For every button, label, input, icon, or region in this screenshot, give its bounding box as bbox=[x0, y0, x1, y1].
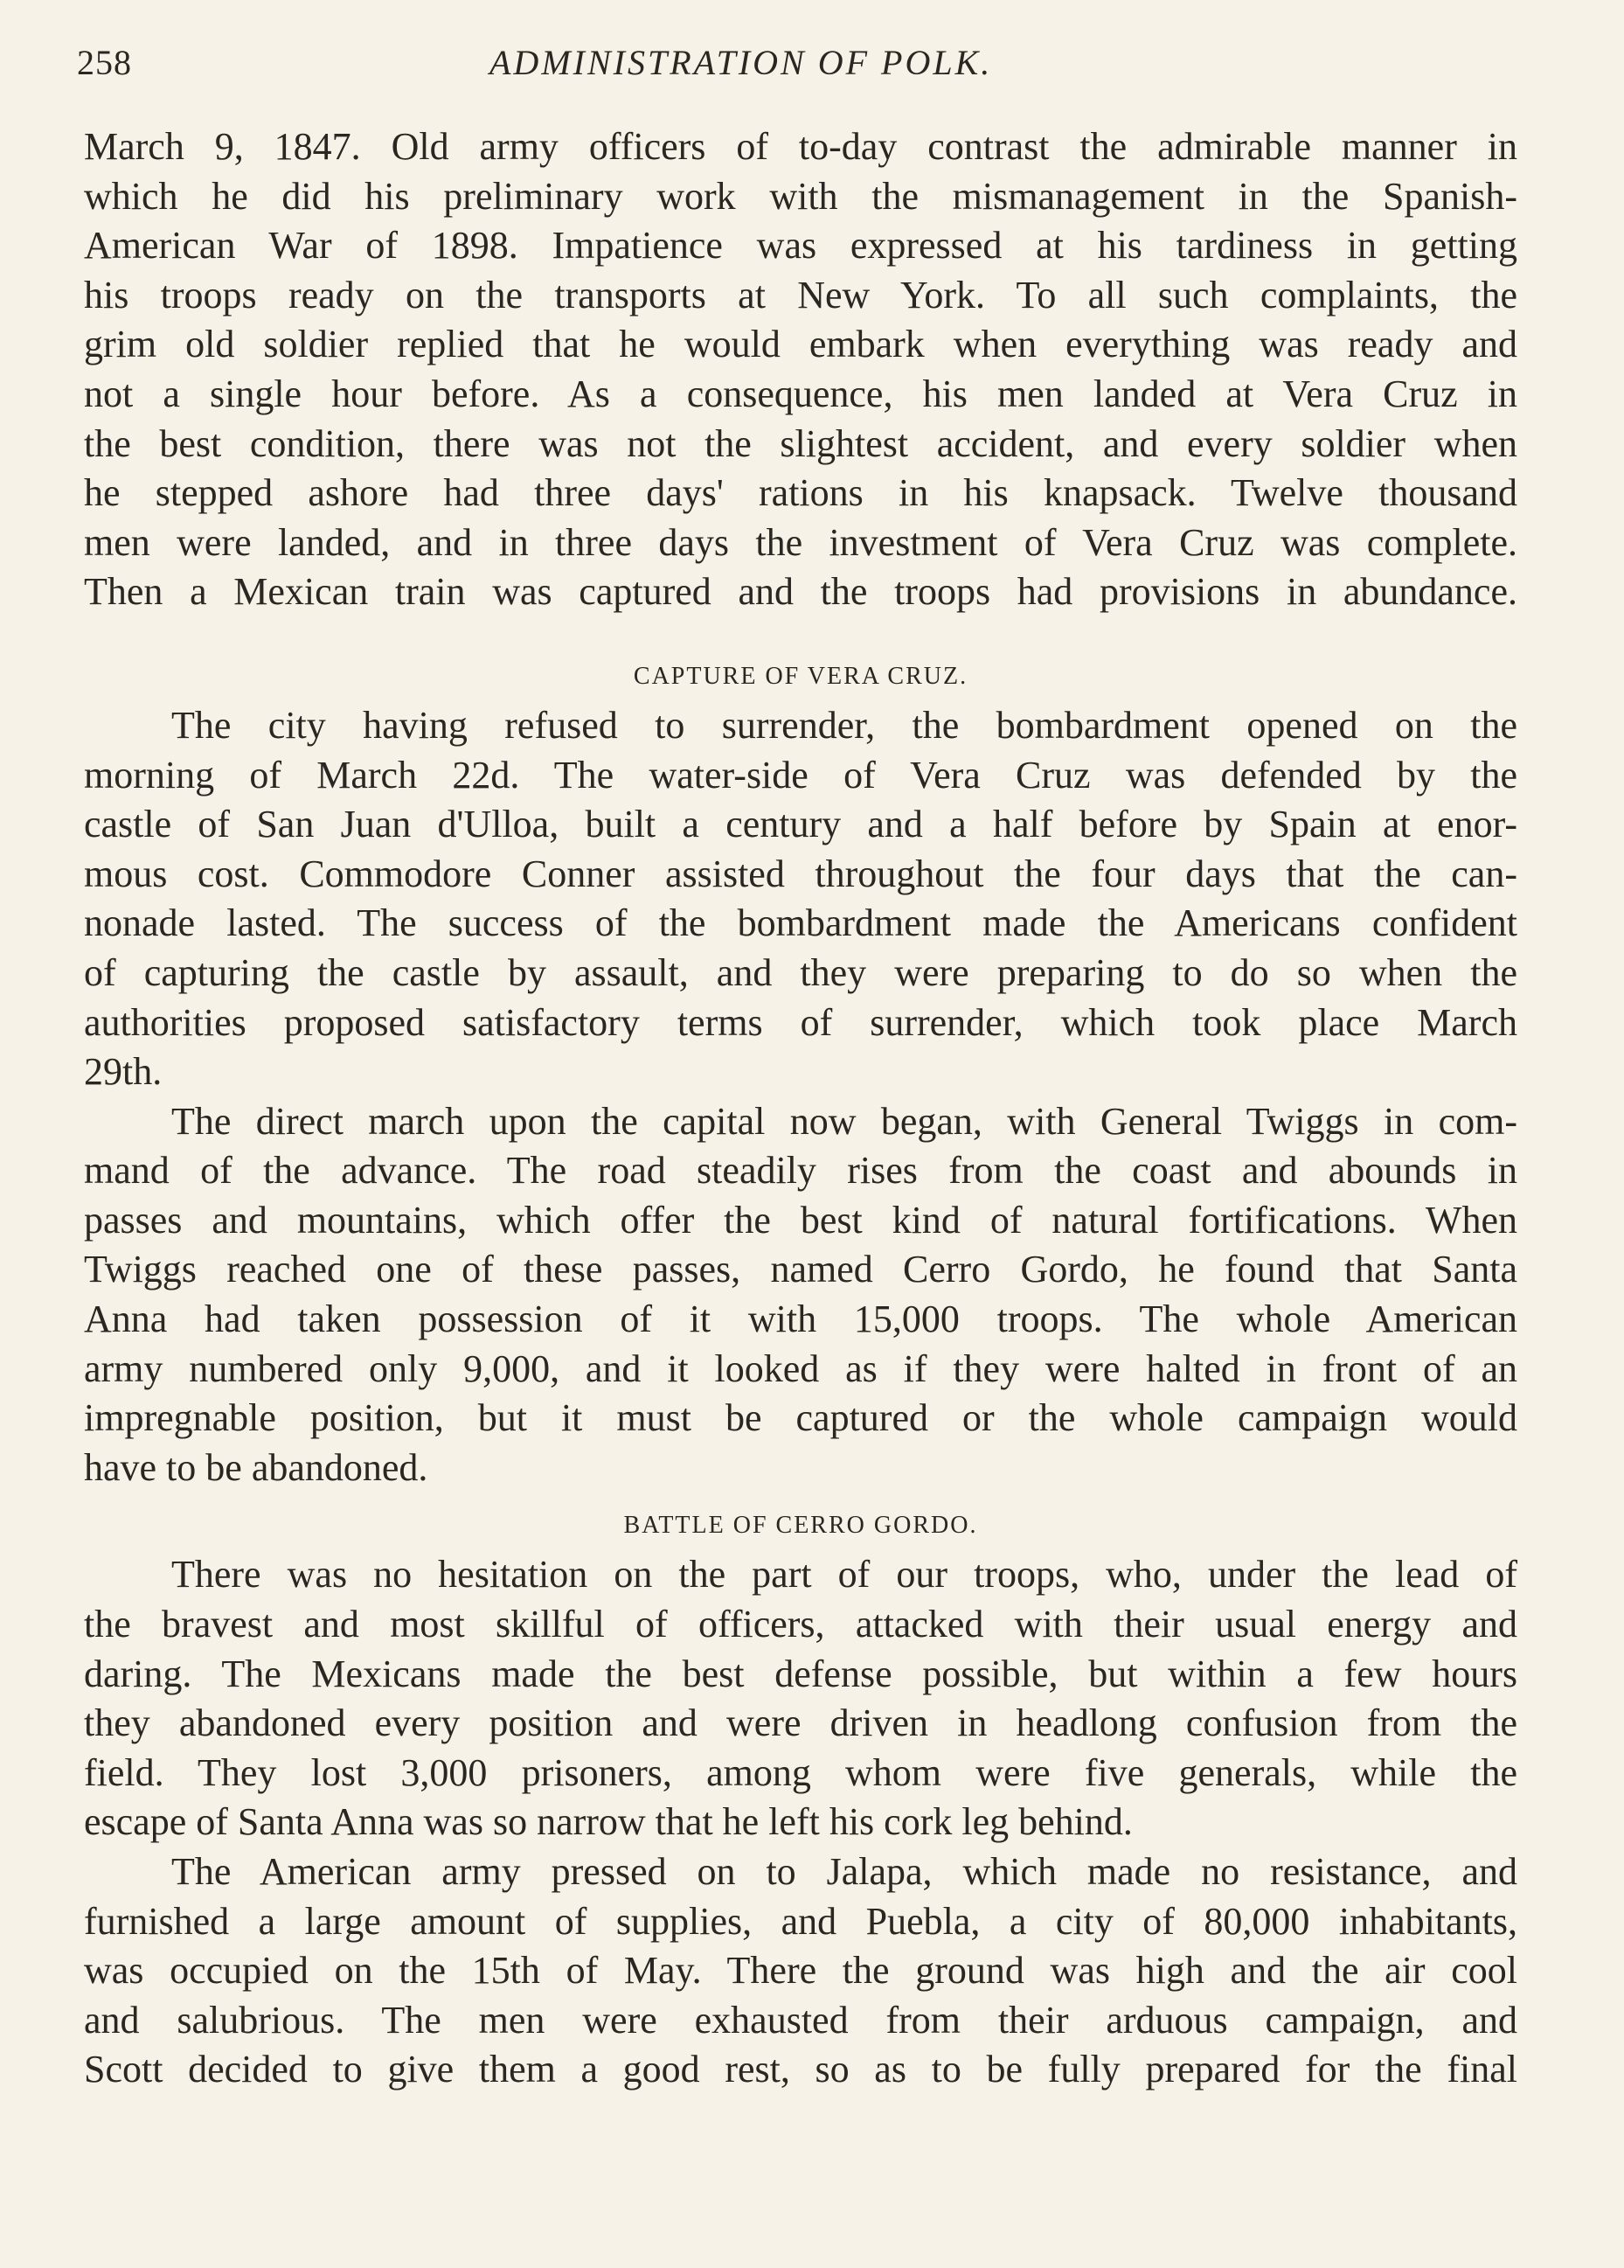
text-line: not a single hour before. As a consequence, his men landed at Vera Cruz in bbox=[84, 372, 1517, 415]
text-line: impregnable position, but it must be captured or the whole campaign would bbox=[84, 1396, 1517, 1440]
text-line: his troops ready on the transports at New York. To all such complaints, the bbox=[84, 273, 1517, 317]
text-line: The city having refused to surrender, the bombardment opened on the bbox=[171, 703, 1517, 747]
text-line: men were landed, and in three days the investment of Vera Cruz was complete. bbox=[84, 520, 1517, 564]
paragraph bbox=[84, 1550, 1517, 1847]
paragraph bbox=[84, 701, 1517, 1097]
text-line: Scott decided to give them a good rest, so as to be fully prepared for the final bbox=[84, 2048, 1517, 2091]
text-line: and salubrious. The men were exhausted from their arduous campaign, and bbox=[84, 1998, 1517, 2042]
text-line: mous cost. Commodore Conner assisted throughout the four days that the can- bbox=[84, 852, 1517, 895]
text-line: of capturing the castle by assault, and they were preparing to do so when the bbox=[84, 950, 1517, 994]
section-heading-battle-of-cerro-gordo: BATTLE OF CERRO GORDO. bbox=[623, 1512, 978, 1540]
text-line: escape of Santa Anna was so narrow that he left his cork leg behind. bbox=[84, 1800, 1133, 1844]
body-text bbox=[84, 122, 1517, 2095]
text-line: The American army pressed on to Jalapa, which made no resistance, and bbox=[171, 1850, 1517, 1893]
text-line: passes and mountains, which offer the best kind of natural fortifications. When bbox=[84, 1198, 1517, 1242]
page-number: 258 bbox=[77, 43, 132, 82]
text-line: which he did his preliminary work with the mismanagement in the Spanish- bbox=[84, 174, 1517, 218]
intro-paragraph bbox=[84, 122, 1517, 617]
paragraph bbox=[84, 1847, 1517, 2095]
paragraph bbox=[84, 1097, 1517, 1493]
running-head bbox=[0, 42, 1624, 94]
text-line: morning of March 22d. The water-side of Vera Cruz was defended by the bbox=[84, 753, 1517, 797]
text-line: furnished a large amount of supplies, and Puebla, a city of 80,000 inhabitants, bbox=[84, 1899, 1517, 1943]
running-title: ADMINISTRATION OF POLK. bbox=[489, 43, 993, 82]
text-line: American War of 1898. Impatience was expressed at his tardiness in getting bbox=[84, 224, 1517, 268]
text-line: Twiggs reached one of these passes, named Cerro Gordo, he found that Santa bbox=[84, 1248, 1517, 1291]
text-line: army numbered only 9,000, and it looked as if they were halted in front of an bbox=[84, 1346, 1517, 1390]
section-heading-capture-of-vera-cruz: CAPTURE OF VERA CRUZ. bbox=[633, 662, 968, 690]
text-line: they abandoned every position and were driven in headlong confusion from the bbox=[84, 1701, 1517, 1745]
text-line: the bravest and most skillful of officers, attacked with their usual energy and bbox=[84, 1603, 1517, 1646]
text-line: have to be abandoned. bbox=[84, 1445, 428, 1489]
text-line: Then a Mexican train was captured and the troops had provisions in abundance. bbox=[84, 570, 1517, 614]
text-line: castle of San Juan d'Ulloa, built a century and a half before by Spain at enor- bbox=[84, 803, 1517, 846]
text-line: was occupied on the 15th of May. There the ground was high and the air cool bbox=[84, 1949, 1517, 1993]
text-line: nonade lasted. The success of the bombardment made the Americans confident bbox=[84, 901, 1517, 945]
text-line: There was no hesitation on the part of our troops, who, under the lead of bbox=[171, 1553, 1517, 1597]
text-line: authorities proposed satisfactory terms of surrender, which took place March bbox=[84, 1000, 1517, 1044]
text-line: he stepped ashore had three days' rations in his knapsack. Twelve thousand bbox=[84, 471, 1517, 515]
text-line: The direct march upon the capital now began, with General Twiggs in com- bbox=[171, 1099, 1517, 1143]
text-line: Anna had taken possession of it with 15,000 troops. The whole American bbox=[84, 1297, 1517, 1341]
text-line: the best condition, there was not the slightest accident, and every soldier when bbox=[84, 421, 1517, 465]
text-line: grim old soldier replied that he would embark when everything was ready and bbox=[84, 323, 1517, 366]
text-line: March 9, 1847. Old army officers of to-day contrast the admirable manner in bbox=[84, 125, 1517, 168]
text-line: daring. The Mexicans made the best defense possible, but within a few hours bbox=[84, 1652, 1517, 1695]
text-line: mand of the advance. The road steadily rises from the coast and abounds in bbox=[84, 1149, 1517, 1193]
text-line: field. They lost 3,000 prisoners, among whom were five generals, while the bbox=[84, 1750, 1517, 1794]
text-line: 29th. bbox=[84, 1050, 163, 1094]
